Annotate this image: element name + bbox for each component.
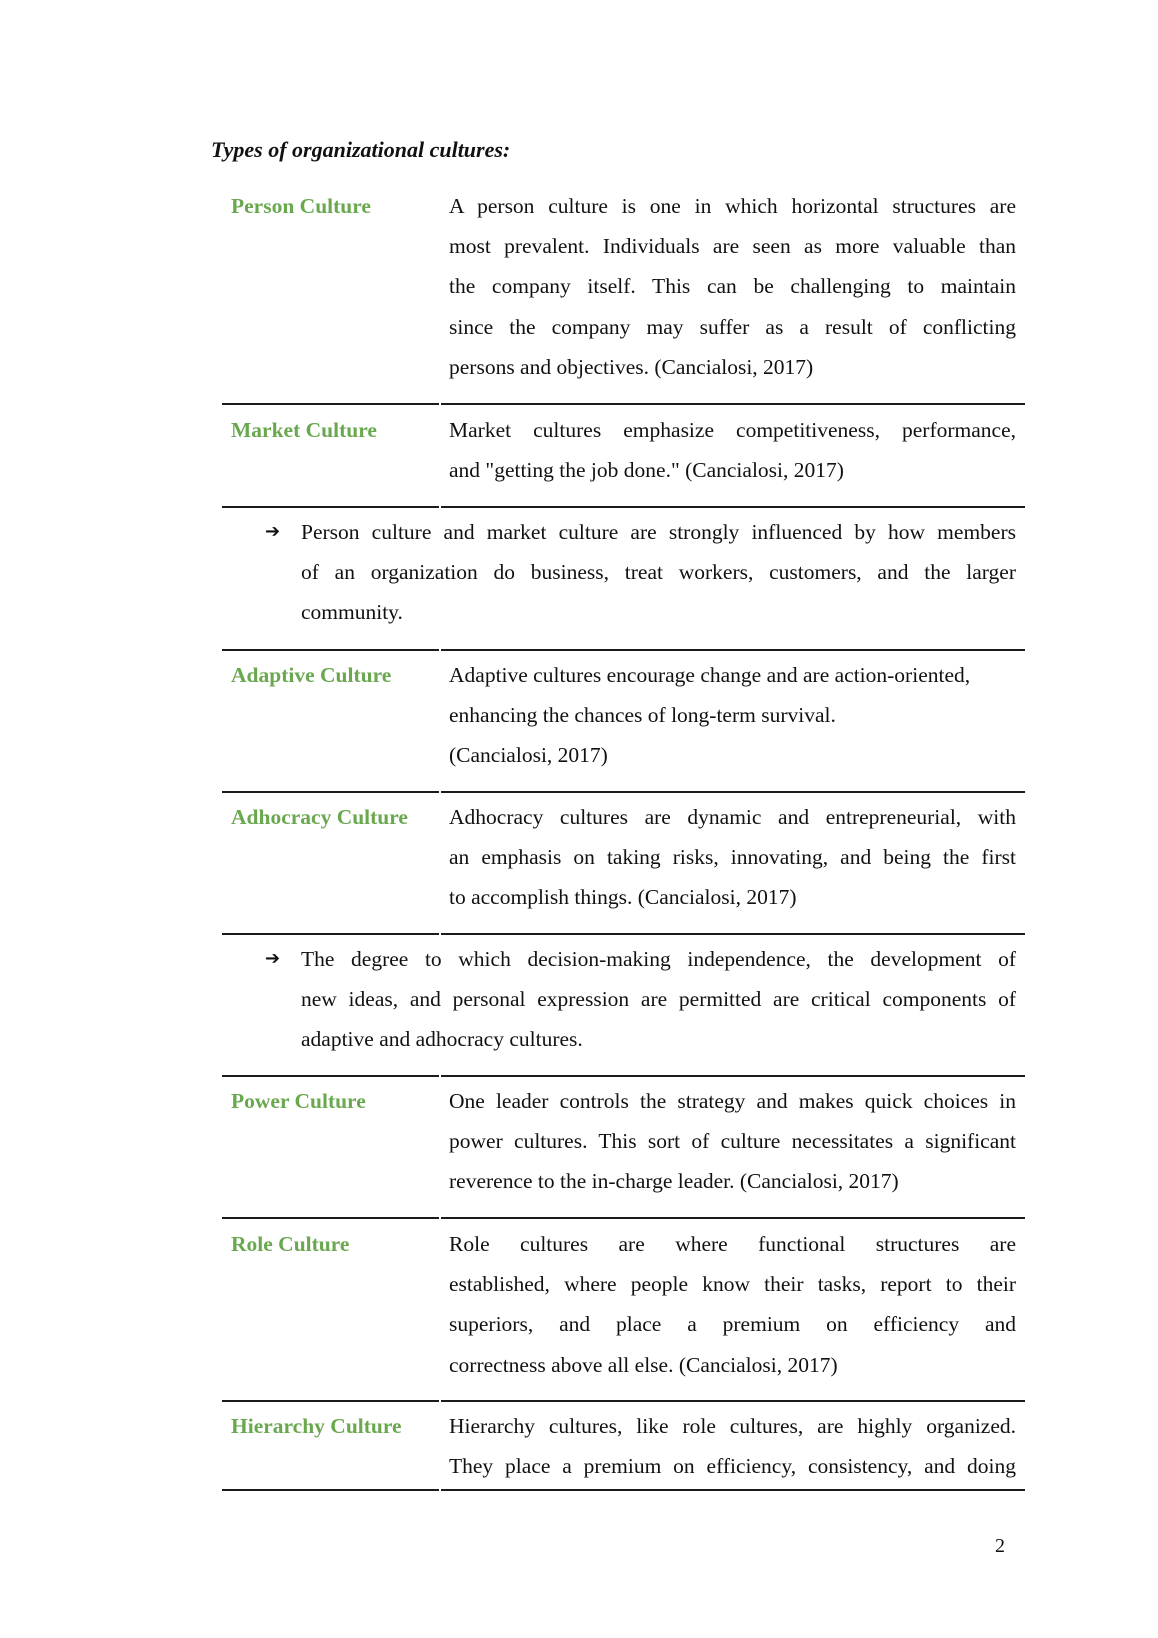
text-line: correctness above all else. (Cancialosi, 2017) bbox=[449, 1352, 838, 1377]
table-divider bbox=[441, 1489, 1025, 1491]
row-text-hierarchy-culture bbox=[449, 1406, 1016, 1486]
row-label-adhocracy-culture: Adhocracy Culture bbox=[231, 805, 408, 829]
text-line: adaptive and adhocracy cultures. bbox=[301, 1027, 583, 1052]
table-divider bbox=[222, 1217, 439, 1219]
table-divider bbox=[441, 1217, 1025, 1219]
table-divider bbox=[441, 791, 1025, 793]
row-text-person-culture bbox=[449, 186, 1016, 387]
text-line: Adaptive cultures encourage change and are action-oriented, bbox=[449, 663, 971, 687]
table-divider bbox=[441, 403, 1025, 405]
text-line: and "getting the job done." (Cancialosi, 2017) bbox=[449, 458, 844, 483]
text-line: to accomplish things. (Cancialosi, 2017) bbox=[449, 885, 797, 910]
table-divider bbox=[222, 1400, 439, 1402]
text-line: power cultures. This sort of culture necessitates a significant bbox=[449, 1129, 1016, 1154]
text-line: Hierarchy cultures, like role cultures, are highly organized. bbox=[449, 1414, 1016, 1438]
arrow-bullet-icon: ➔ bbox=[265, 948, 281, 969]
text-line: established, where people know their tasks, report to their bbox=[449, 1272, 1016, 1297]
page-number: 2 bbox=[995, 1535, 1005, 1557]
table-divider bbox=[441, 1400, 1025, 1402]
table-divider bbox=[222, 649, 439, 651]
text-line: Market cultures emphasize competitiveness, performance, bbox=[449, 418, 1016, 442]
row-text-market-culture bbox=[449, 410, 1016, 490]
row-label-person-culture: Person Culture bbox=[231, 194, 371, 218]
row-text-adaptive-culture bbox=[449, 655, 1016, 776]
text-line: They place a premium on efficiency, consistency, and doing bbox=[449, 1454, 1016, 1479]
text-line: since the company may suffer as a result of conflicting bbox=[449, 314, 1016, 339]
table-divider bbox=[222, 1075, 439, 1077]
text-line: of an organization do business, treat workers, customers, and the larger bbox=[301, 560, 1016, 585]
text-line: community. bbox=[301, 600, 403, 625]
row-label-adaptive-culture: Adaptive Culture bbox=[231, 663, 392, 687]
table-divider bbox=[222, 1489, 439, 1491]
table-divider bbox=[441, 933, 1025, 935]
text-line: Adhocracy cultures are dynamic and entrepreneurial, with bbox=[449, 805, 1016, 829]
row-text-role-culture bbox=[449, 1224, 1016, 1385]
text-line: an emphasis on taking risks, innovating, and being the first bbox=[449, 845, 1016, 870]
text-line: enhancing the chances of long-term survival. bbox=[449, 703, 836, 728]
table-divider bbox=[222, 933, 439, 935]
note-body bbox=[301, 939, 1016, 1060]
table-divider bbox=[441, 649, 1025, 651]
row-text-adhocracy-culture bbox=[449, 797, 1016, 918]
text-line: One leader controls the strategy and makes quick choices in bbox=[449, 1089, 1016, 1113]
text-line: persons and objectives. (Cancialosi, 2017) bbox=[449, 354, 814, 379]
table-divider bbox=[222, 506, 439, 508]
row-label-market-culture: Market Culture bbox=[231, 418, 377, 442]
note-body bbox=[301, 512, 1016, 633]
text-line: A person culture is one in which horizontal structures are bbox=[449, 194, 1016, 218]
text-line: Role cultures are where functional structures are bbox=[449, 1232, 1016, 1256]
text-line: reverence to the in-charge leader. (Cancialosi, 2017) bbox=[449, 1169, 899, 1194]
arrow-bullet-icon: ➔ bbox=[265, 521, 281, 542]
text-line: Person culture and market culture are strongly influenced by how members bbox=[301, 520, 1016, 544]
text-line: the company itself. This can be challenging to maintain bbox=[449, 274, 1016, 299]
row-label-power-culture: Power Culture bbox=[231, 1089, 366, 1113]
row-label-hierarchy-culture: Hierarchy Culture bbox=[231, 1414, 402, 1438]
text-line: The degree to which decision-making independence, the development of bbox=[301, 947, 1016, 971]
page-title: Types of organizational cultures: bbox=[211, 137, 511, 162]
table-divider bbox=[441, 506, 1025, 508]
text-line: superiors, and place a premium on efficiency and bbox=[449, 1312, 1016, 1337]
text-line: most prevalent. Individuals are seen as more valuable than bbox=[449, 234, 1016, 259]
table-divider bbox=[441, 1075, 1025, 1077]
row-label-role-culture: Role Culture bbox=[231, 1232, 350, 1256]
table-divider bbox=[222, 791, 439, 793]
text-line: (Cancialosi, 2017) bbox=[449, 743, 608, 768]
table-divider bbox=[222, 403, 439, 405]
row-text-power-culture bbox=[449, 1081, 1016, 1202]
text-line: new ideas, and personal expression are permitted are critical components of bbox=[301, 987, 1016, 1012]
